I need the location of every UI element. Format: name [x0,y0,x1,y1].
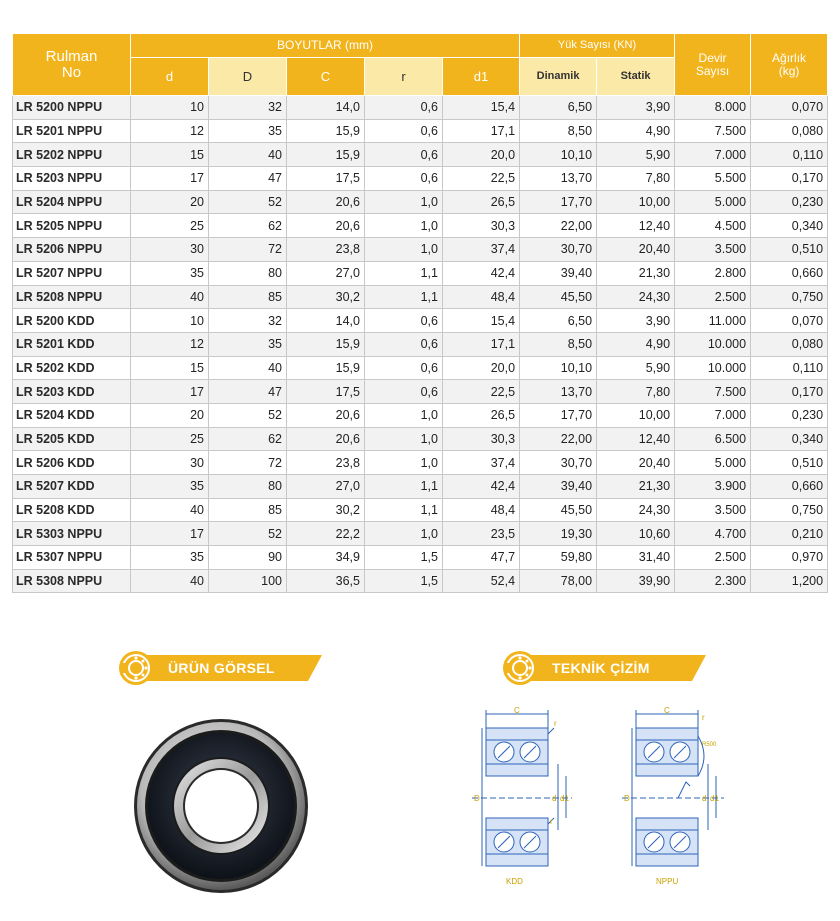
table-cell: 5.000 [675,190,751,214]
table-cell: 3.500 [675,498,751,522]
col-header-static: Statik [597,58,675,96]
table-cell: 17 [131,522,209,546]
table-cell: 12 [131,332,209,356]
table-cell: 30 [131,238,209,262]
table-cell: 0,6 [365,380,443,404]
table-cell: 15,9 [287,143,365,167]
table-cell: 19,30 [520,522,597,546]
table-cell: 15,9 [287,119,365,143]
table-cell: 52 [209,522,287,546]
nppu-technical-drawing [614,706,734,886]
table-cell: 0,750 [751,498,828,522]
nppu-label-R500: R500 [702,742,717,748]
table-cell: 90 [209,546,287,570]
table-cell: 1,0 [365,451,443,475]
table-cell: 17,1 [443,332,520,356]
bearing-model-cell: LR 5205 NPPU [13,214,131,238]
bearing-model-cell: LR 5206 NPPU [13,238,131,262]
table-cell: 4,90 [597,332,675,356]
table-row [13,569,828,593]
bearing-model-cell: LR 5202 NPPU [13,143,131,167]
bearing-model-cell: LR 5308 NPPU [13,569,131,593]
col-header-load: Yük Sayısı (KN) [520,34,675,58]
col-header-dimensions: BOYUTLAR (mm) [131,34,520,58]
table-cell: 72 [209,451,287,475]
table-row [13,475,828,499]
bearing-model-cell: LR 5200 NPPU [13,96,131,120]
table-cell: 0,080 [751,119,828,143]
table-cell: 12,40 [597,214,675,238]
col-header-d: d [131,58,209,96]
technical-drawing-title: TEKNİK ÇİZİM [552,660,650,676]
table-cell: 35 [131,546,209,570]
bearing-product-photo [133,718,309,894]
table-cell: 1,1 [365,475,443,499]
table-cell: 42,4 [443,475,520,499]
table-cell: 0,6 [365,143,443,167]
table-cell: 27,0 [287,261,365,285]
table-row [13,119,828,143]
table-cell: 11.000 [675,309,751,333]
table-cell: 40 [131,498,209,522]
table-cell: 8,50 [520,119,597,143]
table-row [13,380,828,404]
col-header-C: C [287,58,365,96]
table-cell: 30,70 [520,238,597,262]
table-cell: 20 [131,403,209,427]
table-cell: 0,510 [751,451,828,475]
table-cell: 35 [131,261,209,285]
table-cell: 2.500 [675,285,751,309]
kdd-caption: KDD [506,877,523,886]
table-cell: 40 [209,356,287,380]
bearing-model-cell: LR 5203 KDD [13,380,131,404]
kdd-label-r-bottom: r [550,817,553,826]
table-cell: 30 [131,451,209,475]
table-cell: 0,110 [751,356,828,380]
table-cell: 42,4 [443,261,520,285]
bearing-spec-table [12,33,828,593]
table-cell: 0,210 [751,522,828,546]
table-cell: 20,6 [287,427,365,451]
spec-table-body [13,96,828,593]
table-row [13,451,828,475]
table-cell: 13,70 [520,167,597,191]
table-cell: 0,110 [751,143,828,167]
nppu-label-d1: d1 [710,794,719,803]
bearing-model-cell: LR 5200 KDD [13,309,131,333]
table-cell: 22,00 [520,214,597,238]
table-cell: 23,8 [287,238,365,262]
table-cell: 52 [209,190,287,214]
bearing-model-cell: LR 5208 KDD [13,498,131,522]
table-cell: 0,6 [365,356,443,380]
table-cell: 0,340 [751,427,828,451]
table-cell: 12,40 [597,427,675,451]
table-cell: 15,9 [287,332,365,356]
table-cell: 30,2 [287,285,365,309]
table-cell: 20,6 [287,190,365,214]
table-cell: 1,0 [365,214,443,238]
table-cell: 7.000 [675,403,751,427]
table-cell: 6,50 [520,96,597,120]
bearing-model-cell: LR 5204 KDD [13,403,131,427]
table-row [13,96,828,120]
bearing-model-cell: LR 5307 NPPU [13,546,131,570]
table-cell: 1,1 [365,285,443,309]
table-cell: 23,5 [443,522,520,546]
table-cell: 45,50 [520,498,597,522]
table-cell: 32 [209,309,287,333]
bearing-model-cell: LR 5201 NPPU [13,119,131,143]
table-cell: 24,30 [597,498,675,522]
kdd-label-d: d [552,794,557,803]
table-row [13,309,828,333]
table-cell: 32 [209,96,287,120]
product-image-title: ÜRÜN GÖRSEL [168,660,275,676]
table-cell: 40 [131,285,209,309]
table-cell: 7,80 [597,380,675,404]
table-cell: 20,6 [287,403,365,427]
table-cell: 1,1 [365,261,443,285]
col-header-D: D [209,58,287,96]
nppu-label-C: C [664,706,670,715]
table-cell: 3.900 [675,475,751,499]
table-cell: 15 [131,143,209,167]
table-cell: 62 [209,214,287,238]
table-cell: 1,200 [751,569,828,593]
table-cell: 20,40 [597,451,675,475]
table-cell: 10,10 [520,356,597,380]
table-cell: 14,0 [287,96,365,120]
kdd-label-r-top: r [554,719,557,728]
table-cell: 15,4 [443,96,520,120]
table-cell: 22,2 [287,522,365,546]
table-cell: 27,0 [287,475,365,499]
table-cell: 37,4 [443,238,520,262]
table-cell: 26,5 [443,190,520,214]
table-cell: 1,1 [365,498,443,522]
table-cell: 8,50 [520,332,597,356]
table-cell: 20,0 [443,356,520,380]
bearing-model-cell: LR 5303 NPPU [13,522,131,546]
table-cell: 0,660 [751,475,828,499]
table-cell: 0,340 [751,214,828,238]
table-cell: 0,750 [751,285,828,309]
product-image-banner [118,654,322,682]
table-cell: 0,970 [751,546,828,570]
table-cell: 40 [131,569,209,593]
table-cell: 0,6 [365,96,443,120]
kdd-label-D: D [474,794,480,803]
bearing-model-cell: LR 5206 KDD [13,451,131,475]
table-cell: 0,510 [751,238,828,262]
table-cell: 0,080 [751,332,828,356]
table-cell: 8.000 [675,96,751,120]
table-row [13,403,828,427]
table-cell: 80 [209,261,287,285]
table-cell: 39,40 [520,475,597,499]
table-row [13,427,828,451]
table-cell: 3.500 [675,238,751,262]
table-cell: 2.300 [675,569,751,593]
table-cell: 47 [209,380,287,404]
table-cell: 22,5 [443,167,520,191]
table-cell: 35 [209,119,287,143]
table-cell: 45,50 [520,285,597,309]
table-cell: 10.000 [675,332,751,356]
table-cell: 10 [131,309,209,333]
table-cell: 34,9 [287,546,365,570]
table-row [13,332,828,356]
table-row [13,238,828,262]
table-cell: 0,170 [751,167,828,191]
table-row [13,143,828,167]
table-cell: 1,0 [365,522,443,546]
table-cell: 59,80 [520,546,597,570]
table-cell: 14,0 [287,309,365,333]
table-cell: 17,5 [287,380,365,404]
table-cell: 10.000 [675,356,751,380]
nppu-label-r: r [702,713,705,722]
bearing-model-cell: LR 5202 KDD [13,356,131,380]
table-cell: 4.500 [675,214,751,238]
table-cell: 10,10 [520,143,597,167]
table-cell: 85 [209,285,287,309]
table-cell: 3,90 [597,96,675,120]
table-cell: 48,4 [443,285,520,309]
table-cell: 1,5 [365,569,443,593]
kdd-label-d1: d1 [560,794,569,803]
table-cell: 30,3 [443,427,520,451]
table-cell: 0,6 [365,332,443,356]
table-cell: 0,660 [751,261,828,285]
table-cell: 47 [209,167,287,191]
table-cell: 22,5 [443,380,520,404]
table-cell: 5.500 [675,167,751,191]
table-cell: 62 [209,427,287,451]
table-cell: 40 [209,143,287,167]
table-cell: 30,3 [443,214,520,238]
table-cell: 52 [209,403,287,427]
table-cell: 5,90 [597,143,675,167]
table-cell: 21,30 [597,475,675,499]
table-cell: 4,90 [597,119,675,143]
table-cell: 2.800 [675,261,751,285]
nppu-label-d: d [702,794,707,803]
table-cell: 30,70 [520,451,597,475]
bearing-model-cell: LR 5201 KDD [13,332,131,356]
table-cell: 20,40 [597,238,675,262]
table-cell: 47,7 [443,546,520,570]
table-cell: 0,170 [751,380,828,404]
technical-drawing-banner [502,654,706,682]
table-cell: 15 [131,356,209,380]
table-cell: 78,00 [520,569,597,593]
table-row [13,285,828,309]
col-header-d1: d1 [443,58,520,96]
table-cell: 10 [131,96,209,120]
table-cell: 37,4 [443,451,520,475]
table-cell: 100 [209,569,287,593]
col-header-weight: Ağırlık (kg) [751,34,828,96]
bearing-model-cell: LR 5207 KDD [13,475,131,499]
table-row [13,522,828,546]
table-cell: 1,0 [365,238,443,262]
bearing-model-cell: LR 5205 KDD [13,427,131,451]
table-cell: 26,5 [443,403,520,427]
table-cell: 1,5 [365,546,443,570]
table-cell: 17 [131,167,209,191]
table-cell: 0,6 [365,309,443,333]
table-cell: 24,30 [597,285,675,309]
bearing-logo-icon [118,650,154,686]
table-cell: 0,070 [751,96,828,120]
table-cell: 20 [131,190,209,214]
table-cell: 6.500 [675,427,751,451]
table-cell: 0,6 [365,167,443,191]
nppu-label-D: D [624,794,630,803]
table-cell: 25 [131,427,209,451]
table-cell: 0,230 [751,403,828,427]
table-cell: 21,30 [597,261,675,285]
table-cell: 17,70 [520,190,597,214]
table-row [13,167,828,191]
col-header-bearing-no: Rulman No [13,34,131,96]
kdd-technical-drawing [462,706,582,886]
table-cell: 39,40 [520,261,597,285]
bearing-model-cell: LR 5203 NPPU [13,167,131,191]
table-cell: 5.000 [675,451,751,475]
nppu-caption: NPPU [656,877,679,886]
table-cell: 3,90 [597,309,675,333]
table-cell: 13,70 [520,380,597,404]
table-cell: 25 [131,214,209,238]
table-cell: 22,00 [520,427,597,451]
table-cell: 1,0 [365,403,443,427]
table-cell: 52,4 [443,569,520,593]
table-cell: 10,00 [597,190,675,214]
table-cell: 36,5 [287,569,365,593]
table-cell: 17,5 [287,167,365,191]
table-cell: 4.700 [675,522,751,546]
col-header-speed: Devir Sayısı [675,34,751,96]
kdd-label-C: C [514,706,520,715]
table-cell: 35 [131,475,209,499]
table-cell: 15,4 [443,309,520,333]
bearing-model-cell: LR 5204 NPPU [13,190,131,214]
table-row [13,546,828,570]
table-cell: 17 [131,380,209,404]
table-cell: 31,40 [597,546,675,570]
table-cell: 5,90 [597,356,675,380]
bearing-model-cell: LR 5207 NPPU [13,261,131,285]
table-cell: 80 [209,475,287,499]
table-cell: 1,0 [365,190,443,214]
table-cell: 10,60 [597,522,675,546]
table-cell: 35 [209,332,287,356]
table-cell: 0,6 [365,119,443,143]
table-cell: 17,1 [443,119,520,143]
table-cell: 23,8 [287,451,365,475]
table-cell: 7.000 [675,143,751,167]
table-cell: 15,9 [287,356,365,380]
bearing-logo-icon [502,650,538,686]
table-cell: 6,50 [520,309,597,333]
table-cell: 48,4 [443,498,520,522]
col-header-r: r [365,58,443,96]
table-cell: 2.500 [675,546,751,570]
table-cell: 20,0 [443,143,520,167]
table-cell: 1,0 [365,427,443,451]
table-cell: 7.500 [675,119,751,143]
table-row [13,261,828,285]
table-cell: 85 [209,498,287,522]
table-cell: 0,230 [751,190,828,214]
table-cell: 17,70 [520,403,597,427]
table-cell: 39,90 [597,569,675,593]
table-cell: 0,070 [751,309,828,333]
col-header-dynamic: Dinamik [520,58,597,96]
table-cell: 30,2 [287,498,365,522]
table-cell: 7,80 [597,167,675,191]
table-row [13,190,828,214]
table-cell: 7.500 [675,380,751,404]
table-cell: 20,6 [287,214,365,238]
table-row [13,356,828,380]
table-cell: 12 [131,119,209,143]
bearing-model-cell: LR 5208 NPPU [13,285,131,309]
table-row [13,214,828,238]
table-cell: 10,00 [597,403,675,427]
table-cell: 72 [209,238,287,262]
table-row [13,498,828,522]
